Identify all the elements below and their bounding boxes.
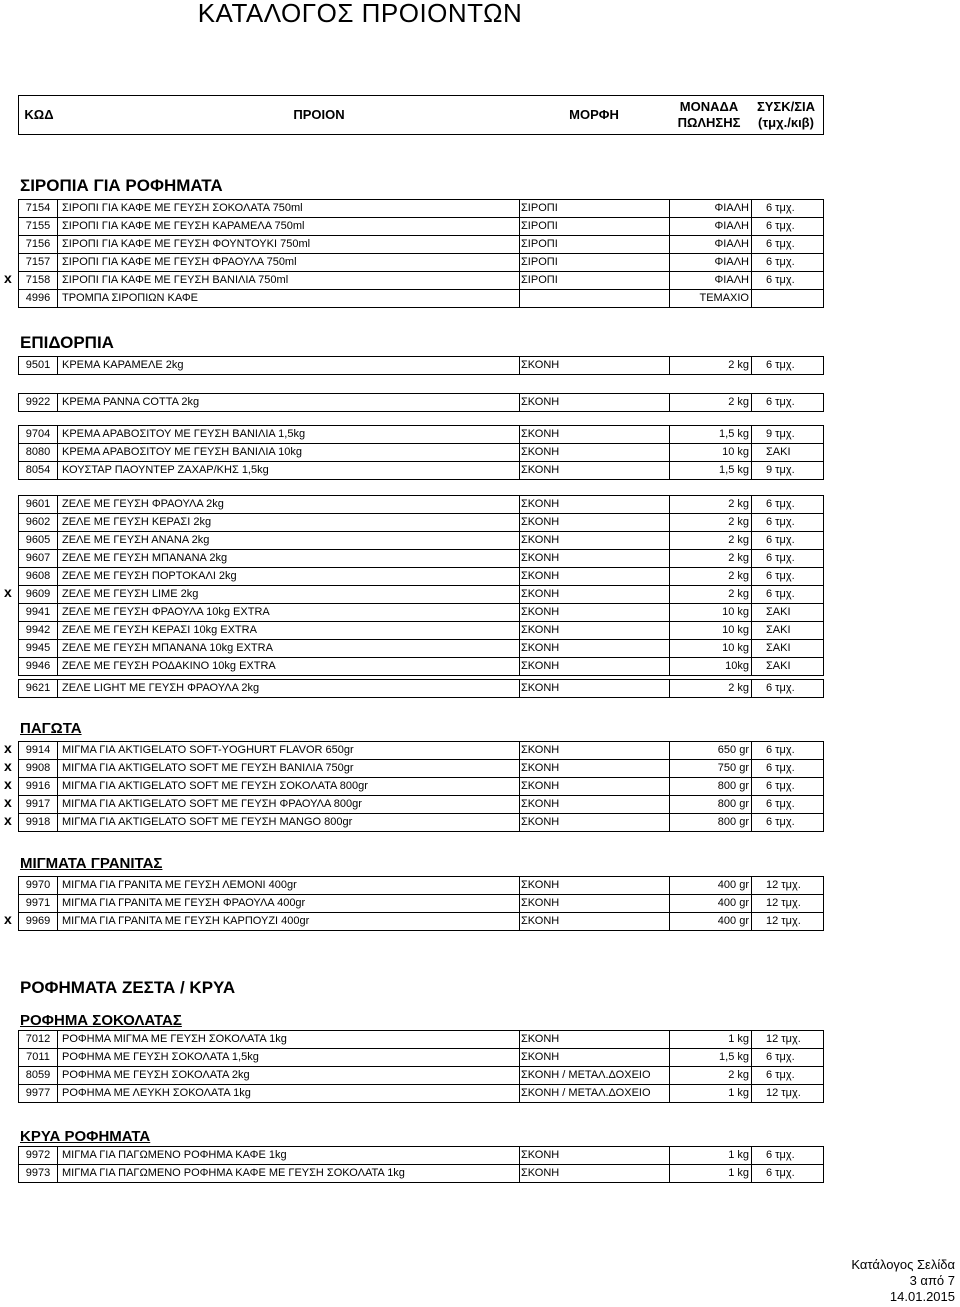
product-form: ΣΚΟΝΗ (521, 897, 560, 909)
product-code: 9972 (19, 1147, 58, 1164)
sales-unit: 1,5 kg (719, 428, 749, 440)
product-name: ΣΙΡΟΠΙ ΓΙΑ ΚΑΦΕ ΜΕ ΓΕΥΣΗ ΦΡΑΟΥΛΑ 750ml (62, 256, 297, 268)
product-form: ΣΚΟΝΗ (521, 798, 560, 810)
product-code: 9941 (19, 604, 58, 621)
product-name: ΜΙΓΜΑ ΓΙΑ AKTIGELATO SOFT ΜΕ ΓΕΥΣΗ MANGO 800gr (62, 816, 353, 828)
footer-label: Κατάλογος Σελίδα (851, 1257, 955, 1272)
product-name: ΤΡΟΜΠΑ ΣΙΡΟΠΙΩΝ ΚΑΦΕ (62, 292, 198, 304)
table-row (19, 496, 823, 514)
product-form: ΣΚΟΝΗ / ΜΕΤΑΛ.ΔΟΧΕΙΟ (521, 1069, 651, 1081)
pack-quantity: 6 τμχ. (766, 744, 795, 756)
sales-unit: ΤΕΜΑΧΙΟ (699, 292, 749, 304)
product-code: 7011 (19, 1049, 58, 1066)
product-code: 9971 (19, 895, 58, 912)
product-form: ΣΚΟΝΗ (521, 682, 560, 694)
pack-quantity: 6 τμχ. (766, 1069, 795, 1081)
product-name: ΚΡΕΜΑ ΡΑΝΝΑ COTTA 2kg (62, 396, 200, 408)
pack-quantity: 6 τμχ. (766, 798, 795, 810)
product-form: ΣΙΡΟΠΙ (521, 202, 558, 214)
sales-unit: 800 gr (717, 798, 749, 810)
product-code: 9908 (19, 760, 58, 777)
product-name: ΜΙΓΜΑ ΓΙΑ ΠΑΓΩΜΕΝΟ ΡΟΦΗΜΑ ΚΑΦΕ ΜΕ ΓΕΥΣΗ ΣΟΚΟΛΑΤΑ 1kg (62, 1167, 405, 1179)
pack-quantity: 6 τμχ. (766, 552, 795, 564)
product-form: ΣΚΟΝΗ (521, 915, 560, 927)
product-name: ΜΙΓΜΑ ΓΙΑ AKTIGELATO SOFT ΜΕ ΓΕΥΣΗ ΦΡΑΟΥΛΑ 800gr (62, 798, 362, 810)
footer-page: 3 από 7 (909, 1273, 955, 1288)
sales-unit: 2 kg (728, 682, 749, 694)
table-row (19, 1067, 823, 1085)
sales-unit: 1 kg (728, 1033, 749, 1045)
sales-unit: 1 kg (728, 1087, 749, 1099)
pack-quantity: 6 τμχ. (766, 780, 795, 792)
product-name: ΖΕΛΕ ΜΕ ΓΕΥΣΗ ΡΟΔΑΚΙΝΟ 10kg EXTRA (62, 660, 276, 672)
sales-unit: 800 gr (717, 816, 749, 828)
product-name: ΖΕΛΕ ΜΕ ΓΕΥΣΗ LIME 2kg (62, 588, 199, 600)
row-marker: x (4, 270, 12, 286)
product-name: ΜΙΓΜΑ ΓΙΑ ΓΡΑΝΙΤΑ ΜΕ ΓΕΥΣΗ ΛΕΜΟΝΙ 400gr (62, 879, 297, 891)
table-row (19, 568, 823, 586)
product-name: ΚΡΕΜΑ ΑΡΑΒΟΣΙΤΟΥ ΜΕ ΓΕΥΣΗ ΒΑΝΙΛΙΑ 1,5kg (62, 428, 306, 440)
product-form: ΣΚΟΝΗ (521, 552, 560, 564)
product-code: 9704 (19, 426, 58, 443)
product-form: ΣΚΟΝΗ (521, 762, 560, 774)
sales-unit: 650 gr (717, 744, 749, 756)
product-name: ΡΟΦΗΜΑ ΜΙΓΜΑ ΜΕ ΓΕΥΣΗ ΣΟΚΟΛΑΤΑ 1kg (62, 1033, 287, 1045)
product-code: 7012 (19, 1031, 58, 1048)
product-form: ΣΚΟΝΗ (521, 588, 560, 600)
product-code: 9922 (19, 394, 58, 411)
product-form: ΣΚΟΝΗ (521, 780, 560, 792)
product-table (18, 495, 824, 676)
footer-date: 14.01.2015 (889, 1289, 955, 1304)
product-form: ΣΚΟΝΗ (521, 359, 560, 371)
product-code: 9970 (19, 877, 58, 894)
sales-unit: ΦΙΑΛΗ (714, 274, 749, 286)
table-row (19, 877, 823, 895)
sales-unit: 2 kg (728, 570, 749, 582)
table-row (19, 895, 823, 913)
pack-quantity: 6 τμχ. (766, 1149, 795, 1161)
product-table (18, 876, 824, 931)
sales-unit: 2 kg (728, 359, 749, 371)
pack-quantity: ΣΑΚΙ (766, 660, 791, 672)
sales-unit: 2 kg (728, 588, 749, 600)
product-name: ΜΙΓΜΑ ΓΙΑ AKTIGELATO SOFT ΜΕ ΓΕΥΣΗ ΒΑΝΙΛΙΑ 750gr (62, 762, 354, 774)
header-product: ΠΡΟΙΟΝ (293, 107, 345, 122)
product-name: ΣΙΡΟΠΙ ΓΙΑ ΚΑΦΕ ΜΕ ΓΕΥΣΗ ΚΑΡΑΜΕΛΑ 750ml (62, 220, 305, 232)
product-name: ΖΕΛΕ ΜΕ ΓΕΥΣΗ ΦΡΑΟΥΛΑ 2kg (62, 498, 224, 510)
pack-quantity: 6 τμχ. (766, 238, 795, 250)
product-form: ΣΚΟΝΗ (521, 879, 560, 891)
pack-quantity: ΣΑΚΙ (766, 606, 791, 618)
product-code: 7155 (19, 218, 58, 235)
product-code: 9917 (19, 796, 58, 813)
table-row (19, 622, 823, 640)
product-form: ΣΚΟΝΗ (521, 1051, 560, 1063)
product-form: ΣΚΟΝΗ (521, 570, 560, 582)
pack-quantity: 6 τμχ. (766, 256, 795, 268)
table-row (19, 680, 823, 698)
product-form: ΣΚΟΝΗ (521, 1149, 560, 1161)
pack-quantity: 6 τμχ. (766, 534, 795, 546)
product-table (18, 1146, 824, 1183)
sales-unit: 10 kg (722, 446, 749, 458)
product-table (18, 679, 824, 698)
section-title: ΜΙΓΜΑΤΑ ΓΡΑΝΙΤΑΣ (20, 855, 163, 872)
pack-quantity: 6 τμχ. (766, 274, 795, 286)
product-form: ΣΚΟΝΗ (521, 428, 560, 440)
table-row (19, 1085, 823, 1103)
product-name: ΜΙΓΜΑ ΓΙΑ ΓΡΑΝΙΤΑ ΜΕ ΓΕΥΣΗ ΦΡΑΟΥΛΑ 400gr (62, 897, 306, 909)
product-form: ΣΚΟΝΗ (521, 446, 560, 458)
sales-unit: 2 kg (728, 552, 749, 564)
table-row (19, 218, 823, 236)
product-form: ΣΙΡΟΠΙ (521, 238, 558, 250)
product-code: 4996 (19, 290, 58, 307)
table-row (19, 444, 823, 462)
pack-quantity: 12 τμχ. (766, 897, 801, 909)
page-footer (851, 1257, 955, 1305)
product-code: 9601 (19, 496, 58, 513)
pack-quantity: ΣΑΚΙ (766, 446, 791, 458)
section-title: ΡΟΦΗΜΑ ΣΟΚΟΛΑΤΑΣ (20, 1012, 182, 1029)
header-pack: ΣΥΣΚ/ΣΙΑ (τμχ./κιβ) (756, 99, 816, 130)
table-row (19, 200, 823, 218)
pack-quantity: 6 τμχ. (766, 762, 795, 774)
pack-quantity: 6 τμχ. (766, 202, 795, 214)
product-name: ΜΙΓΜΑ ΓΙΑ AKTIGELATO SOFT ΜΕ ΓΕΥΣΗ ΣΟΚΟΛΑΤΑ 800gr (62, 780, 368, 792)
product-name: ΜΙΓΜΑ ΓΙΑ ΠΑΓΩΜΕΝΟ ΡΟΦΗΜΑ ΚΑΦΕ 1kg (62, 1149, 287, 1161)
table-row (19, 272, 823, 290)
row-marker: x (4, 758, 12, 774)
product-code: 7156 (19, 236, 58, 253)
product-form: ΣΚΟΝΗ (521, 816, 560, 828)
table-row (19, 514, 823, 532)
sales-unit: ΦΙΑΛΗ (714, 220, 749, 232)
sales-unit: 2 kg (728, 396, 749, 408)
sales-unit: 800 gr (717, 780, 749, 792)
product-name: ΣΙΡΟΠΙ ΓΙΑ ΚΑΦΕ ΜΕ ΓΕΥΣΗ ΣΟΚΟΛΑΤΑ 750ml (62, 202, 303, 214)
sales-unit: 2 kg (728, 498, 749, 510)
product-form: ΣΙΡΟΠΙ (521, 256, 558, 268)
product-code: 9605 (19, 532, 58, 549)
product-table (18, 1030, 824, 1103)
product-table (18, 199, 824, 308)
product-form: ΣΚΟΝΗ (521, 396, 560, 408)
product-name: ΖΕΛΕ ΜΕ ΓΕΥΣΗ ΑΝΑΝΑ 2kg (62, 534, 210, 546)
table-row (19, 532, 823, 550)
row-marker: x (4, 794, 12, 810)
product-code: 9973 (19, 1165, 58, 1182)
table-row (19, 742, 823, 760)
table-row (19, 760, 823, 778)
sales-unit: 10 kg (722, 624, 749, 636)
product-name: ΜΙΓΜΑ ΓΙΑ AKTIGELATO SOFT-YOGHURT FLAVOR 650gr (62, 744, 354, 756)
pack-quantity: ΣΑΚΙ (766, 624, 791, 636)
section-title: ΡΟΦΗΜΑΤΑ ΖΕΣΤΑ / ΚΡΥΑ (20, 978, 236, 997)
pack-quantity: 6 τμχ. (766, 220, 795, 232)
product-name: ΖΕΛΕ ΜΕ ΓΕΥΣΗ ΚΕΡΑΣΙ 10kg EXTRA (62, 624, 257, 636)
sales-unit: 10 kg (722, 642, 749, 654)
pack-quantity: 6 τμχ. (766, 516, 795, 528)
product-name: ΡΟΦΗΜΑ ΜΕ ΛΕΥΚΗ ΣΟΚΟΛΑΤΑ 1kg (62, 1087, 251, 1099)
pack-quantity: 6 τμχ. (766, 1051, 795, 1063)
pack-quantity: 9 τμχ. (766, 464, 795, 476)
product-table (18, 741, 824, 832)
pack-quantity: 6 τμχ. (766, 396, 795, 408)
pack-quantity: 6 τμχ. (766, 359, 795, 371)
product-form: ΣΚΟΝΗ / ΜΕΤΑΛ.ΔΟΧΕΙΟ (521, 1087, 651, 1099)
product-code: 7154 (19, 200, 58, 217)
product-name: ΚΡΕΜΑ ΚΑΡΑΜΕΛΕ 2kg (62, 359, 184, 371)
product-table (18, 356, 824, 375)
table-row (19, 1049, 823, 1067)
product-name: ΖΕΛΕ ΜΕ ΓΕΥΣΗ ΜΠΑΝΑΝΑ 10kg EXTRA (62, 642, 273, 654)
table-row (19, 778, 823, 796)
product-code: 9942 (19, 622, 58, 639)
product-name: ΚΟΥΣΤΑΡ ΠΑΟΥΝΤΕΡ ΖΑΧΑΡ/ΚΗΣ 1,5kg (62, 464, 269, 476)
product-code: 7157 (19, 254, 58, 271)
product-form: ΣΚΟΝΗ (521, 534, 560, 546)
product-name: ΡΟΦΗΜΑ ΜΕ ΓΕΥΣΗ ΣΟΚΟΛΑΤΑ 1,5kg (62, 1051, 259, 1063)
pack-quantity: 12 τμχ. (766, 879, 801, 891)
product-code: 9977 (19, 1085, 58, 1102)
header-form: ΜΟΡΦΗ (569, 107, 619, 122)
product-name: ΜΙΓΜΑ ΓΙΑ ΓΡΑΝΙΤΑ ΜΕ ΓΕΥΣΗ ΚΑΡΠΟΥΖΙ 400gr (62, 915, 310, 927)
product-code: 9969 (19, 913, 58, 930)
product-name: ΖΕΛΕ ΜΕ ΓΕΥΣΗ ΚΕΡΑΣΙ 2kg (62, 516, 212, 528)
product-name: ΣΙΡΟΠΙ ΓΙΑ ΚΑΦΕ ΜΕ ΓΕΥΣΗ ΦΟΥΝΤΟΥΚΙ 750ml (62, 238, 311, 250)
product-code: 9608 (19, 568, 58, 585)
table-row (19, 586, 823, 604)
product-name: ΣΙΡΟΠΙ ΓΙΑ ΚΑΦΕ ΜΕ ΓΕΥΣΗ ΒΑΝΙΛΙΑ 750ml (62, 274, 289, 286)
product-form: ΣΚΟΝΗ (521, 1167, 560, 1179)
product-code: 9607 (19, 550, 58, 567)
product-name: ΚΡΕΜΑ ΑΡΑΒΟΣΙΤΟΥ ΜΕ ΓΕΥΣΗ ΒΑΝΙΛΙΑ 10kg (62, 446, 303, 458)
pack-quantity: 6 τμχ. (766, 588, 795, 600)
sales-unit: 10 kg (722, 606, 749, 618)
table-row (19, 254, 823, 272)
pack-quantity: ΣΑΚΙ (766, 642, 791, 654)
product-code: 9621 (19, 680, 58, 697)
sales-unit: 750 gr (717, 762, 749, 774)
sales-unit: 10kg (725, 660, 749, 672)
product-form: ΣΚΟΝΗ (521, 516, 560, 528)
sales-unit: 1,5 kg (719, 464, 749, 476)
product-code: 9914 (19, 742, 58, 759)
row-marker: x (4, 584, 12, 600)
sales-unit: ΦΙΑΛΗ (714, 202, 749, 214)
product-code: 8080 (19, 444, 58, 461)
pack-quantity: 6 τμχ. (766, 498, 795, 510)
product-form: ΣΚΟΝΗ (521, 624, 560, 636)
pack-quantity: 6 τμχ. (766, 1167, 795, 1179)
product-code: 9602 (19, 514, 58, 531)
sales-unit: 400 gr (717, 879, 749, 891)
row-marker: x (4, 812, 12, 828)
header-code: ΚΩΔ (24, 107, 54, 122)
table-row (19, 357, 823, 375)
product-table (18, 425, 824, 480)
product-form: ΣΚΟΝΗ (521, 660, 560, 672)
section-title: ΚΡΥΑ ΡΟΦΗΜΑΤΑ (20, 1128, 151, 1145)
pack-quantity: 6 τμχ. (766, 570, 795, 582)
row-marker: x (4, 740, 12, 756)
section-title: ΣΙΡΟΠΙΑ ΓΙΑ ΡΟΦΗΜΑΤΑ (20, 176, 223, 195)
sales-unit: 400 gr (717, 897, 749, 909)
table-row (19, 462, 823, 480)
pack-quantity: 12 τμχ. (766, 1087, 801, 1099)
product-name: ΖΕΛΕ ΜΕ ΓΕΥΣΗ ΠΟΡΤΟΚΑΛΙ 2kg (62, 570, 237, 582)
table-row (19, 640, 823, 658)
product-form: ΣΚΟΝΗ (521, 1033, 560, 1045)
table-row (19, 658, 823, 676)
pack-quantity: 6 τμχ. (766, 682, 795, 694)
table-row (19, 796, 823, 814)
sales-unit: 1 kg (728, 1167, 749, 1179)
pack-quantity: 9 τμχ. (766, 428, 795, 440)
table-row (19, 236, 823, 254)
product-form: ΣΚΟΝΗ (521, 744, 560, 756)
table-row (19, 1165, 823, 1183)
pack-quantity: 6 τμχ. (766, 816, 795, 828)
section-title: ΕΠΙΔΟΡΠΙΑ (20, 333, 114, 352)
product-code: 9916 (19, 778, 58, 795)
product-form: ΣΚΟΝΗ (521, 464, 560, 476)
product-code: 9501 (19, 357, 58, 374)
row-marker: x (4, 911, 12, 927)
product-form: ΣΚΟΝΗ (521, 642, 560, 654)
header-unit: ΜΟΝΑΔΑ ΠΩΛΗΣΗΣ (677, 99, 741, 130)
product-table (18, 393, 824, 412)
sales-unit: 2 kg (728, 516, 749, 528)
product-code: 8054 (19, 462, 58, 479)
table-header (18, 95, 824, 135)
product-form: ΣΚΟΝΗ (521, 606, 560, 618)
page-title: ΚΑΤΑΛΟΓΟΣ ΠΡΟΙΟΝΤΩΝ (197, 0, 523, 28)
product-code: 9918 (19, 814, 58, 831)
sales-unit: 1 kg (728, 1149, 749, 1161)
section-title: ΠΑΓΩΤΑ (20, 720, 82, 737)
product-form: ΣΙΡΟΠΙ (521, 220, 558, 232)
product-code: 7158 (19, 272, 58, 289)
product-form: ΣΚΟΝΗ (521, 498, 560, 510)
table-row (19, 290, 823, 308)
product-code: 9609 (19, 586, 58, 603)
product-name: ΖΕΛΕ LIGHT ΜΕ ΓΕΥΣΗ ΦΡΑΟΥΛΑ 2kg (62, 682, 260, 694)
pack-quantity: 12 τμχ. (766, 915, 801, 927)
sales-unit: 2 kg (728, 534, 749, 546)
product-name: ΖΕΛΕ ΜΕ ΓΕΥΣΗ ΦΡΑΟΥΛΑ 10kg EXTRA (62, 606, 270, 618)
sales-unit: 2 kg (728, 1069, 749, 1081)
sales-unit: ΦΙΑΛΗ (714, 256, 749, 268)
product-code: 8059 (19, 1067, 58, 1084)
product-code: 9945 (19, 640, 58, 657)
table-row (19, 814, 823, 832)
table-row (19, 1147, 823, 1165)
product-name: ΡΟΦΗΜΑ ΜΕ ΓΕΥΣΗ ΣΟΚΟΛΑΤΑ 2kg (62, 1069, 250, 1081)
product-name: ΖΕΛΕ ΜΕ ΓΕΥΣΗ ΜΠΑΝΑΝΑ 2kg (62, 552, 228, 564)
product-code: 9946 (19, 658, 58, 675)
table-row (19, 604, 823, 622)
product-form: ΣΙΡΟΠΙ (521, 274, 558, 286)
table-row (19, 913, 823, 931)
table-row (19, 1031, 823, 1049)
pack-quantity: 12 τμχ. (766, 1033, 801, 1045)
table-row (19, 394, 823, 412)
row-marker: x (4, 776, 12, 792)
sales-unit: 1,5 kg (719, 1051, 749, 1063)
table-row (19, 426, 823, 444)
table-row (19, 550, 823, 568)
sales-unit: 400 gr (717, 915, 749, 927)
sales-unit: ΦΙΑΛΗ (714, 238, 749, 250)
